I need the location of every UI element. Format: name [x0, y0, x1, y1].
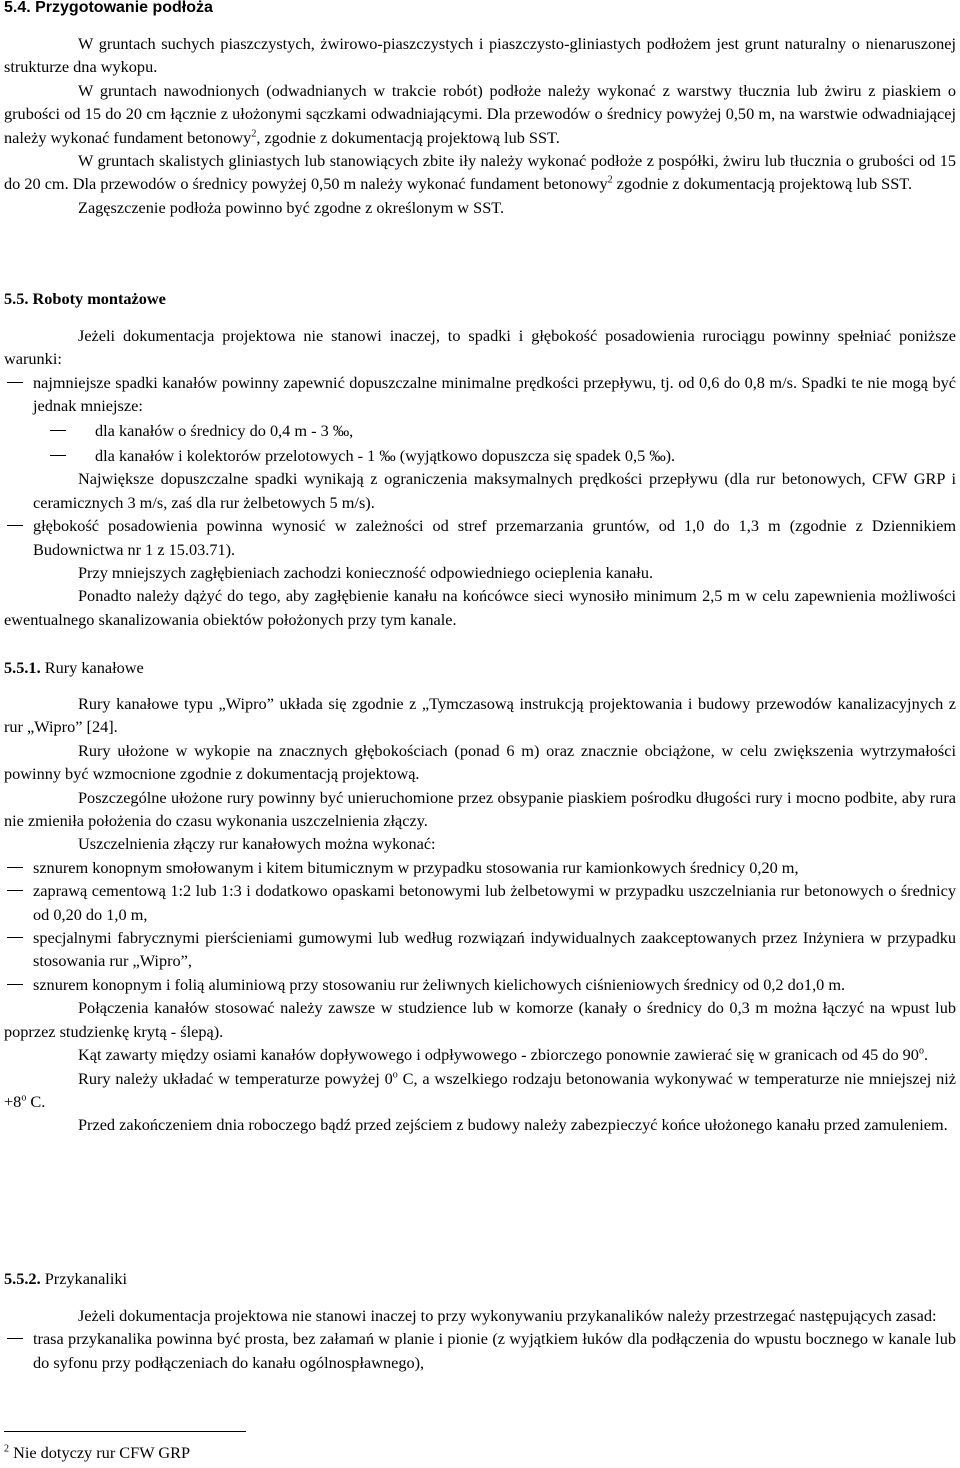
- dash-list-item: najmniejsze spadki kanałów powinny zapewnić dopuszczalne minimalne prędkości przepływu, tj. od 0,6 do 0,8 m/s. Spadki te nie mogą być jednak mniejsze:: [4, 371, 956, 418]
- section-5-5-2-body: [4, 1304, 956, 1374]
- footnote-ref: 2: [251, 128, 257, 140]
- footnote-ref: 2: [607, 175, 613, 187]
- section-heading-5-5: 5.5. Roboty montażowe: [4, 289, 166, 308]
- paragraph: Przy mniejszych zagłębieniach zachodzi konieczność odpowiedniego ocieplenia kanału.: [78, 563, 654, 583]
- dash-sublist-item: dla kanałów i kolektorów przelotowych - 1 ‰ (wyjątkowo dopuszcza się spadek 0,5 ‰).: [47, 444, 956, 467]
- paragraph: Przed zakończeniem dnia roboczego bądź przed zejściem z budowy należy zabezpieczyć końce ułożonego kanału przed zamuleniem.: [78, 1115, 948, 1135]
- paragraph: Rury ułożone w wykopie na znacznych głębokościach (ponad 6 m) oraz znacznie obciążone, w celu zwiększenia wytrzymałości powinny być wzmocnione zgodnie z dokumentacją projektową.: [4, 740, 956, 784]
- paragraph: Jeżeli dokumentacja projektowa nie stanowi inaczej to przy wykonywaniu przykanalików należy przestrzegać następujących zasad:: [78, 1306, 937, 1325]
- paragraph: Rury kanałowe typu „Wipro” układa się zgodnie z „Tymczasową instrukcją projektowania i budowy przewodów kanalizacyjnych z rur „Wipro” [24].: [4, 694, 956, 737]
- paragraph: Kąt zawarty między osiami kanałów dopływowego i odpływowego - zbiorczego ponownie zawierać się w granicach od 45 do 90$^o$.: [78, 1045, 929, 1065]
- paragraph: Ponadto należy dążyć do tego, aby zagłębienie kanału na końcówce sieci wynosiło minimum 2,5 m w celu zapewnienia możliwości ewentualnego skanalizowania obiektów położonych przy tym kanale.: [4, 586, 956, 629]
- paragraph: Poszczególne ułożone rury powinny być unieruchomione przez obsypanie piaskiem pośrodku długości rury i mocno podbite, aby rura nie zmieniła położenia do czasu wykonania uszczelnienia złączy.: [4, 787, 956, 831]
- dash-sublist-item: dla kanałów o średnicy do 0,4 m - 3 ‰,: [47, 419, 956, 442]
- footnote-separator: [4, 1431, 246, 1432]
- dash-list-item: głębokość posadowienia powinna wynosić w zależności od stref przemarzania gruntów, od 1,0 do 1,3 m (zgodnie z Dziennikiem Budownictwa nr 1 z 15.03.71).: [4, 514, 956, 561]
- section-5-5-1-body: [4, 692, 956, 1137]
- paragraph: Zagęszczenie podłoża powinno być zgodne z określonym w SST.: [78, 197, 505, 217]
- paragraph: Największe dopuszczalne spadki wynikają z ograniczenia maksymalnych prędkości przepływu (dla rur betonowych, CFW GRP i ceramicznych 3 m/s, zaś dla rur żelbetowych 5 m/s).: [33, 469, 956, 512]
- section-heading-5-5-2: 5.5.2. Przykanaliki: [4, 1269, 128, 1288]
- section-heading-5-4: 5.4. Przygotowanie podłoża: [4, 0, 213, 16]
- dash-list-item: sznurem konopnym smołowanym i kitem bitumicznym w przypadku stosowania rur kamionkowych średnicy 0,20 m,: [4, 856, 956, 879]
- section-heading-5-5-1: 5.5.1. Rury kanałowe: [4, 658, 144, 677]
- dash-list-item: zaprawą cementową 1:2 lub 1:3 i dodatkowo opaskami betonowymi lub żelbetowymi w przypadku uszczelniania rur betonowych o średnicy od 0,20 do 1,0 m,: [4, 879, 956, 926]
- paragraph: W gruntach suchych piaszczystych, żwirowo-piaszczystych i piaszczysto-gliniastych podłożem jest grunt naturalny o nienaruszonej strukturze dna wykopu.: [4, 34, 956, 77]
- paragraph: W gruntach nawodnionych (odwadnianych w trakcie robót) podłoże należy wykonać z warstwy tłucznia lub żwiru z piaskiem o grubości od 15 do 20 cm łącznie z ułożonymi sączkami odwadniającymi. Dla przewodów o średnicy powyżej 0,50 m, na warstwie odwadniającej należy wykonać fundament betonowy$^2$, zgodnie z dokumentacją projektową lub SST.: [4, 80, 956, 147]
- section-5-5-body: [4, 324, 956, 631]
- dash-list-item: trasa przykanalika powinna być prosta, bez załamań w planie i pionie (z wyjątkiem łuków dla podłączenia do wpustu bocznego w kanale lub do syfonu przy podłączeniach do kanału ogólnospławnego),: [4, 1327, 956, 1374]
- section-5-4-body: [4, 32, 956, 219]
- paragraph: Rury należy układać w temperaturze powyżej 0$^o$ C, a wszelkiego rodzaju betonowania wykonywać w temperaturze nie mniejszej niż $+8^o$ C.: [4, 1068, 956, 1111]
- paragraph: Jeżeli dokumentacja projektowa nie stanowi inaczej, to spadki i głębokość posadowienia rurociągu powinny spełniać poniższe warunki:: [4, 326, 956, 369]
- paragraph: W gruntach skalistych gliniastych lub stanowiących zbite iły należy wykonać podłoże z pospółki, żwiru lub tłucznia o grubości od 15 do 20 cm. Dla przewodów o średnicy powyżej 0,50 m należy wykonać fundament betonowy$^2$ zgodnie z dokumentacją projektową lub SST.: [4, 151, 956, 194]
- paragraph: Uszczelnienia złączy rur kanałowych można wykonać:: [78, 834, 436, 854]
- dash-list-item: sznurem konopnym i folią aluminiową przy stosowaniu rur żeliwnych kielichowych ciśnieniowych średnicy od 0,2 do1,0 m.: [4, 973, 956, 996]
- paragraph: Połączenia kanałów stosować należy zawsze w studzience lub w komorze (kanały o średnicy do 0,3 m można łączyć na wpust lub poprzez studzienkę krytą - ślepą).: [4, 998, 956, 1041]
- dash-list-item: specjalnymi fabrycznymi pierścieniami gumowymi lub według rozwiązań indywidualnych zaakceptowanych przez Inżyniera w przypadku stosowania rur „Wipro”,: [4, 926, 956, 973]
- footnote: $^2$ Nie dotyczy rur CFW GRP: [4, 1443, 191, 1462]
